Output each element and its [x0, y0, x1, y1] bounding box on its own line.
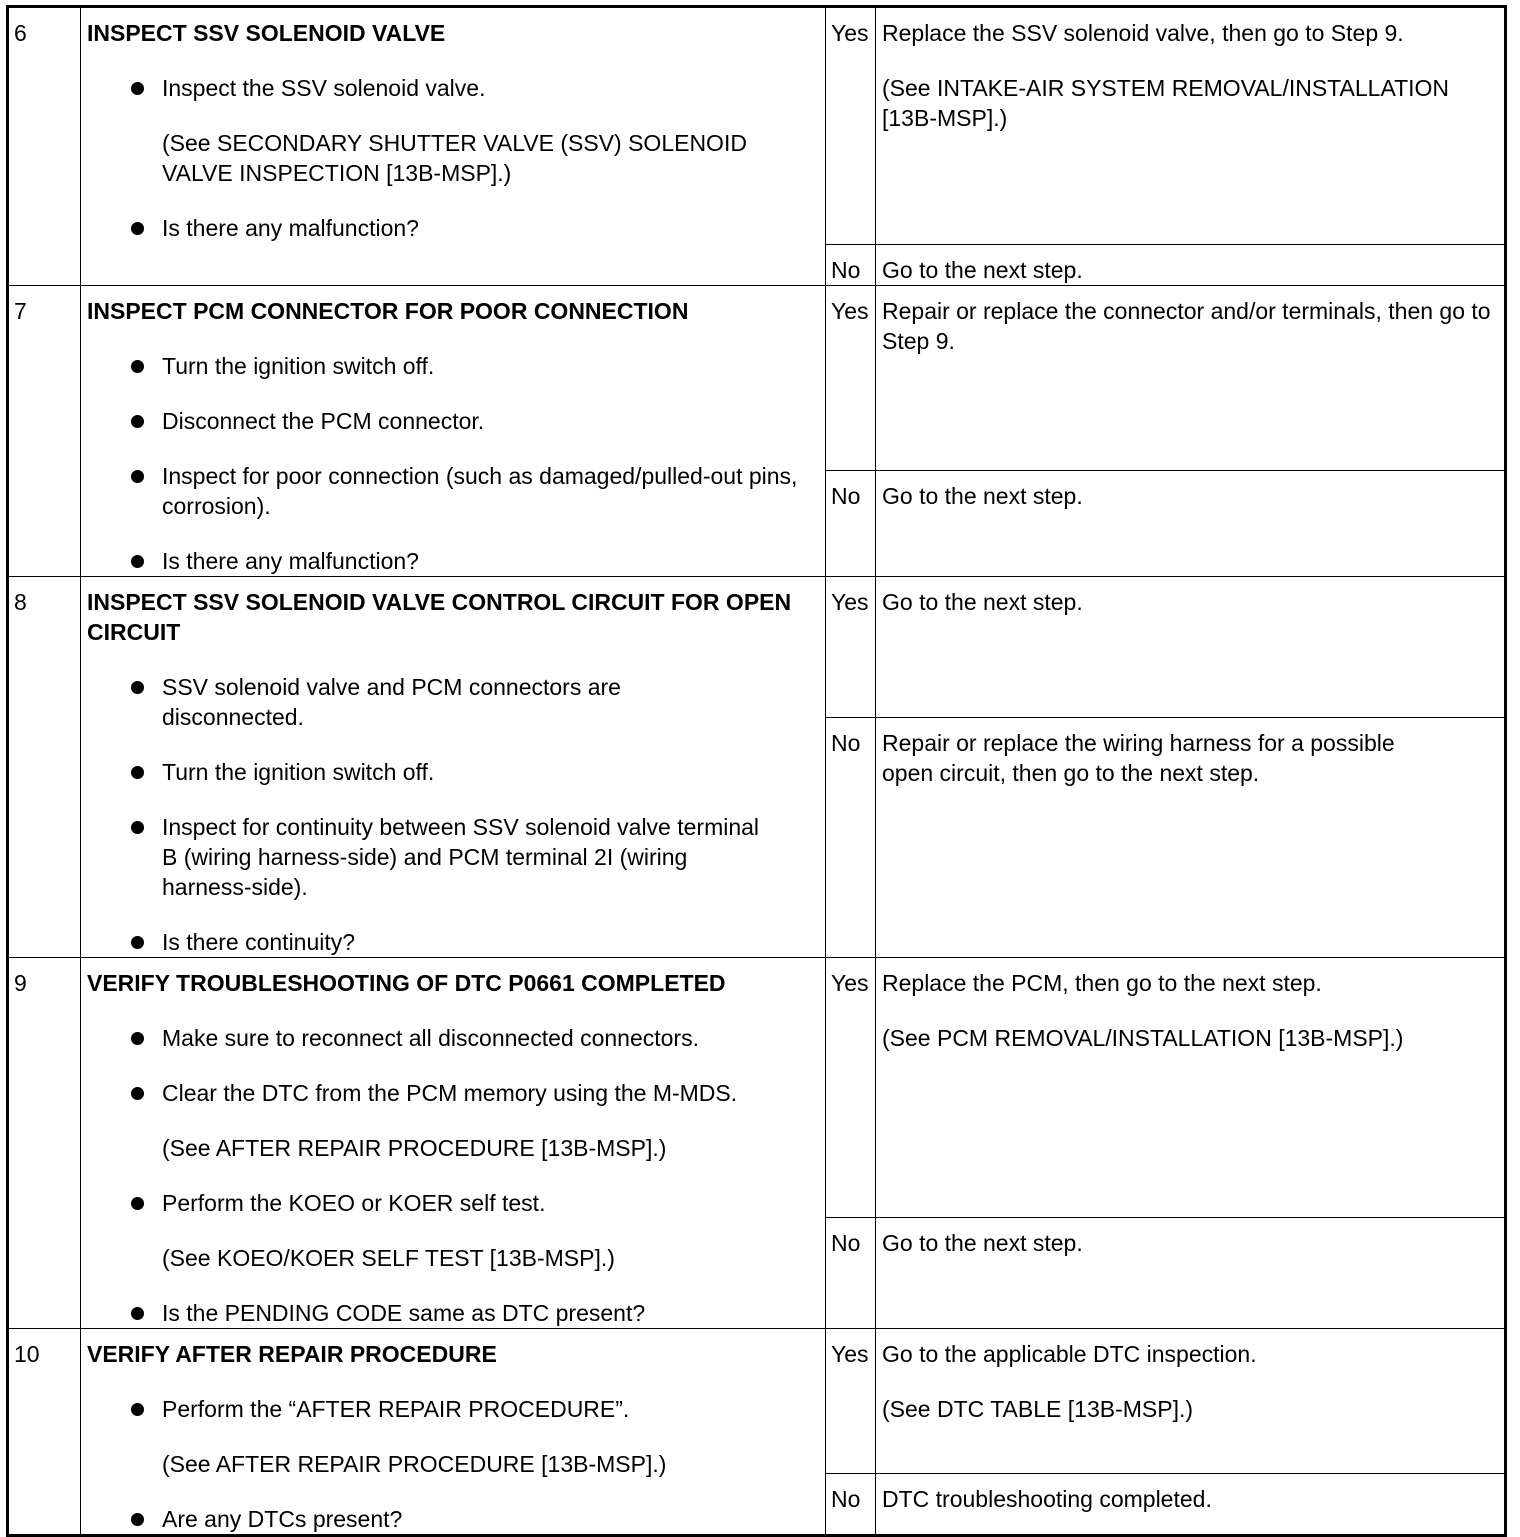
- result-text: Repair or replace the wiring harness for a possible open circuit, then go to the next step.: [882, 730, 1395, 786]
- yes-result: [876, 577, 1506, 718]
- step-title: INSPECT PCM CONNECTOR FOR POOR CONNECTION: [87, 298, 689, 324]
- step-action: [81, 1329, 826, 1536]
- list-item: Disconnect the PCM connector.: [162, 406, 819, 436]
- list-item: Perform the “AFTER REPAIR PROCEDURE”.: [162, 1394, 819, 1424]
- yes-result: [876, 1329, 1506, 1474]
- step-bullets: [87, 1188, 819, 1218]
- step-bullets: [87, 351, 819, 576]
- no-result: [876, 718, 1506, 958]
- step-number: 8: [8, 577, 81, 958]
- result-text: Replace the PCM, then go to the next step.: [882, 970, 1322, 996]
- list-item: Is the PENDING CODE same as DTC present?: [162, 1298, 819, 1328]
- step-bullets: [87, 1023, 819, 1108]
- troubleshooting-table: [6, 5, 1507, 1537]
- list-item: Turn the ignition switch off.: [162, 351, 819, 381]
- yes-label: Yes: [826, 1329, 876, 1474]
- list-item: Is there any malfunction?: [162, 213, 819, 243]
- step-action: [81, 7, 826, 286]
- table-row: [8, 577, 1506, 718]
- step-number: 6: [8, 7, 81, 286]
- step-bullets: [87, 73, 819, 103]
- yes-label: Yes: [826, 7, 876, 245]
- list-item: Perform the KOEO or KOER self test.: [162, 1188, 819, 1218]
- result-text: Replace the SSV solenoid valve, then go to Step 9.: [882, 20, 1404, 46]
- result-note: (See DTC TABLE [13B-MSP].): [882, 1396, 1194, 1422]
- yes-result: [876, 958, 1506, 1218]
- no-label: No: [826, 1474, 876, 1536]
- result-text: Go to the applicable DTC inspection.: [882, 1341, 1257, 1367]
- result-text: Go to the next step.: [882, 257, 1083, 283]
- result-text: Go to the next step.: [882, 589, 1083, 615]
- list-item: Turn the ignition switch off.: [162, 757, 819, 787]
- no-result: [876, 471, 1506, 577]
- result-text: Go to the next step.: [882, 1230, 1083, 1256]
- step-action: [81, 286, 826, 577]
- step-action: [81, 958, 826, 1329]
- no-result: [876, 1474, 1506, 1536]
- step-title: VERIFY AFTER REPAIR PROCEDURE: [87, 1341, 497, 1367]
- list-item: SSV solenoid valve and PCM connectors are disconnected.: [162, 672, 819, 732]
- step-note: (See SECONDARY SHUTTER VALVE (SSV) SOLENOID VALVE INSPECTION [13B-MSP].): [162, 130, 747, 186]
- result-text: Go to the next step.: [882, 483, 1083, 509]
- step-number: 10: [8, 1329, 81, 1536]
- table-row: [8, 958, 1506, 1218]
- list-item: Inspect for continuity between SSV solenoid valve terminal B (wiring harness-side) and PCM terminal 2I (wiring harness-side).: [162, 812, 819, 902]
- list-item: Make sure to reconnect all disconnected connectors.: [162, 1023, 819, 1053]
- yes-result: [876, 7, 1506, 245]
- step-title: INSPECT SSV SOLENOID VALVE: [87, 20, 446, 46]
- step-note: (See AFTER REPAIR PROCEDURE [13B-MSP].): [162, 1135, 667, 1161]
- step-bullets: [87, 213, 819, 243]
- table-row: [8, 7, 1506, 245]
- list-item: Inspect the SSV solenoid valve.: [162, 73, 819, 103]
- yes-label: Yes: [826, 958, 876, 1218]
- result-note: (See PCM REMOVAL/INSTALLATION [13B-MSP].): [882, 1025, 1404, 1051]
- step-bullets: [87, 1298, 819, 1328]
- no-label: No: [826, 471, 876, 577]
- step-bullets: [87, 1394, 819, 1424]
- yes-result: [876, 286, 1506, 471]
- yes-label: Yes: [826, 286, 876, 471]
- step-note: (See AFTER REPAIR PROCEDURE [13B-MSP].): [162, 1451, 667, 1477]
- list-item: Is there continuity?: [162, 927, 819, 957]
- no-label: No: [826, 718, 876, 958]
- step-title: VERIFY TROUBLESHOOTING OF DTC P0661 COMPLETED: [87, 970, 726, 996]
- step-bullets: [87, 672, 819, 957]
- table-row: [8, 1329, 1506, 1474]
- list-item: Is there any malfunction?: [162, 546, 819, 576]
- no-result: [876, 1218, 1506, 1329]
- table-row: [8, 286, 1506, 471]
- no-label: No: [826, 245, 876, 286]
- step-title: INSPECT SSV SOLENOID VALVE CONTROL CIRCUIT FOR OPEN CIRCUIT: [87, 589, 792, 645]
- yes-label: Yes: [826, 577, 876, 718]
- step-number: 7: [8, 286, 81, 577]
- step-number: 9: [8, 958, 81, 1329]
- result-note: (See INTAKE-AIR SYSTEM REMOVAL/INSTALLATION [13B-MSP].): [882, 75, 1450, 131]
- no-label: No: [826, 1218, 876, 1329]
- result-text: DTC troubleshooting completed.: [882, 1486, 1212, 1512]
- list-item: Clear the DTC from the PCM memory using the M-MDS.: [162, 1078, 819, 1108]
- step-bullets: [87, 1504, 819, 1534]
- step-note: (See KOEO/KOER SELF TEST [13B-MSP].): [162, 1245, 615, 1271]
- step-action: [81, 577, 826, 958]
- result-text: Repair or replace the connector and/or terminals, then go to Step 9.: [882, 298, 1491, 354]
- list-item: Inspect for poor connection (such as damaged/pulled-out pins, corrosion).: [162, 461, 819, 521]
- list-item: Are any DTCs present?: [162, 1504, 819, 1534]
- no-result: [876, 245, 1506, 286]
